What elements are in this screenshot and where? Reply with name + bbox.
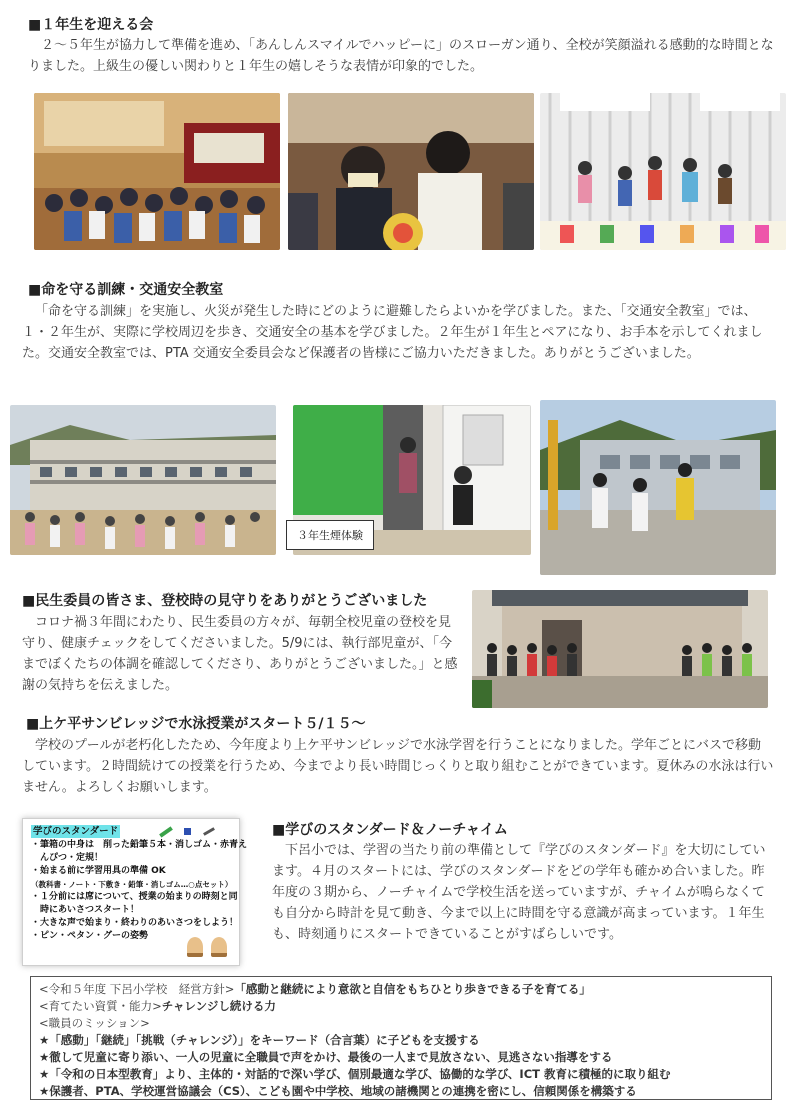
- standard-line: ・始まる前に学習用具の準備 OK: [31, 866, 166, 876]
- section-heading-safety: ■命を守る訓練・交通安全教室: [28, 282, 224, 298]
- section-body-watchers: コロナ禍３年間にわたり、民生委員の方々が、毎朝全校児童の登校を見守り、健康チェックをしてくださいました。5/9には、執行部児童が、「今までぼくたちの体調を確認してくださり、ありがとうございました。」と感謝の気持ちを伝えました。: [22, 615, 458, 693]
- learning-standard-title: 学びのスタンダード: [33, 826, 119, 837]
- policy-mission: ★徹して児童に寄り添い、一人の児童に全職員で声をかけ、最後の一人まで見放さない、見逃さない指導をする: [39, 1050, 613, 1064]
- section-body-swimming: 学校のプールが老朽化したため、今年度より上ケ平サンビレッジで水泳学習を行うことになりました。学年ごとにバスで移動しています。２時間続けての授業を行うため、今までより長い時間じっくりと取り組むことができています。夏休みの水泳は行いません。よろしくお願いします。: [22, 738, 774, 795]
- policy-mission: ★「感動」「継続」「挑戦（チャレンジ）」をキーワード（合言葉）に子どもを支援する: [39, 1033, 480, 1047]
- standard-line: （教科書・ノート・下敷き・鉛筆・消しゴム…○点セット）: [31, 880, 233, 889]
- standard-line: ・ピン・ペタン・グーの姿勢: [31, 931, 149, 941]
- standard-line: ・筆箱の中身は 削った鉛筆５本・消しゴム・赤青え: [31, 840, 248, 850]
- photo-morning-greeting: [472, 590, 768, 708]
- photo-welcome-stage: [540, 93, 786, 250]
- standard-line: 時にあいさつスタート！: [31, 905, 140, 915]
- photo-welcome-gym: [34, 93, 280, 250]
- section-body-standard: 下呂小では、学習の当たり前の準備として『学びのスタンダード』を大切にしています。４月のスタートには、学びのスタンダードをどの学年も確かめ合いました。昨年度の３期から、ノーチャイムで学校生活を送っていますが、チャイムが鳴らなくても自分から時計を見て動き、今まで以上に時間を守る意識が高まっています。１年生も、時刻通りにスタートできていることがすばらしいです。: [272, 843, 766, 942]
- photo-caption-smoke: ３年生煙体験: [286, 520, 374, 550]
- section-heading-standard: ■学びのスタンダード＆ノーチャイム: [272, 822, 508, 838]
- policy-mission: ★「令和の日本型教育」より、主体的・対話的で深い学び、個別最適な学び、協働的な学び、ICT 教育に積極的に取り組む: [39, 1067, 671, 1081]
- section-body-welcome: ２～５年生が協力して準備を進め、「あんしんスマイルでハッピーに」のスローガン通り、全校が笑顔溢れる感動的な時間となりました。上級生の優しい関わりと１年生の嬉しそうな表情が印象的でした。: [28, 38, 774, 74]
- school-policy-box: [30, 976, 772, 1100]
- photo-traffic-safety: [540, 400, 776, 575]
- student-at-desk-icon: [187, 937, 203, 957]
- section-heading-welcome: ■１年生を迎える会: [28, 17, 154, 33]
- standard-line: んぴつ・定規！: [31, 853, 104, 863]
- photo-evacuation-drill: [10, 405, 276, 555]
- pencil-icon: [159, 826, 173, 837]
- policy-label: <令和５年度 下呂小学校 経営方針>: [39, 982, 235, 996]
- photo-welcome-students: [288, 93, 534, 250]
- pen-icon: [203, 827, 215, 836]
- policy-label: <育てたい資質・能力>: [39, 999, 162, 1013]
- policy-label: <職員のミッション>: [39, 1016, 150, 1030]
- standard-line: ・１分前には席について、授業の始まりの時刻と同: [31, 892, 238, 902]
- section-heading-swimming: ■上ケ平サンビレッジで水泳授業がスタート５/１５～: [26, 716, 366, 732]
- policy-value: 「感動と継続により意欲と自信をもちひとり歩きできる子を育てる」: [234, 982, 591, 996]
- section-heading-watchers: ■民生委員の皆さま、登校時の見守りをありがとうございました: [22, 593, 428, 609]
- eraser-icon: [184, 828, 191, 835]
- section-body-safety: 「命を守る訓練」を実施し、火災が発生した時にどのように避難したらよいかを学びました。また、「交通安全教室」では、１・２年生が、実際に学校周辺を歩き、交通安全の基本を学びました。２年生が１年生とペアになり、お手本を示してくれました。交通安全教室では、PTA 交通安全委員会など保護者の皆様にご協力いただきました。ありがとうございました。: [22, 304, 763, 361]
- student-at-desk-icon: [211, 937, 227, 957]
- standard-line: ・大きな声で始まり・終わりのあいさつをしよう！: [31, 918, 239, 928]
- policy-mission: ★保護者、PTA、学校運営協議会（CS）、こども園や中学校、地域の諸機関との連携を密にし、信頼関係を構築する: [39, 1084, 637, 1098]
- policy-value: チャレンジし続ける力: [161, 999, 276, 1013]
- learning-standard-card: [22, 818, 248, 966]
